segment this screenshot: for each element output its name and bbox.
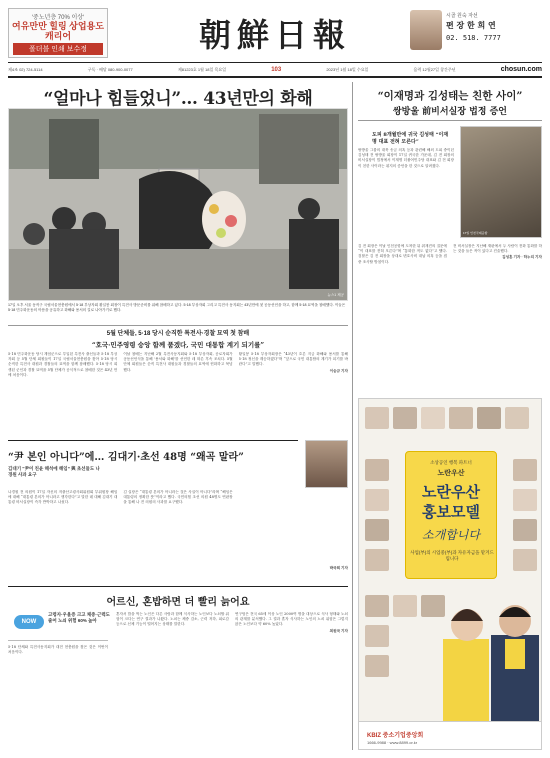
kim-portrait [305, 440, 348, 488]
kim-top-rule [8, 440, 298, 441]
model-photo-tile [365, 489, 389, 511]
right-photo[interactable] [460, 126, 542, 238]
right-photo-caption: 17일 인천국제공항 [463, 231, 488, 235]
elderly-top-rule [8, 586, 348, 587]
main-body-col3 [239, 352, 348, 434]
masthead-rule [8, 62, 542, 63]
photo-credit: 뉴스1 제공 [327, 293, 344, 297]
right-byline: 김성훈 기자 · 하누리 기자 [502, 255, 542, 260]
now-summary: 고령자·우울증 크고 체중·근력도 줄어 노쇠 위험 60% 높아 [48, 612, 111, 623]
main-subhead: 5월 단체들, 5·18 당시 순직한 특전사·경찰 묘역 첫 참배 [106, 331, 250, 337]
info-lunar: 음력 12월27일 창간주년 [413, 66, 456, 72]
newspaper-logo: 朝鮮日報 [198, 16, 351, 54]
info-bar [8, 65, 542, 74]
model-photo-tile [513, 489, 537, 511]
ad-web[interactable]: 1666-9988 · www.8899.or.kr [367, 740, 418, 745]
ad-models-image [443, 599, 539, 721]
kim-body-columns [8, 490, 348, 582]
profile-phone: 02. 518. 7777 [446, 34, 501, 42]
right-pull-quote: 도피 8개월만에 귀국 김성태 “이재명 대표 전혀 모른다” [372, 132, 449, 145]
info-date: 2023년 1월 18일 수요일 [326, 66, 369, 72]
site-link[interactable]: chosun.com [500, 66, 542, 73]
photo-caption: 17일 오후 서울 동작구 국립서울현충원에서 5·18 부상자회 황일봉 회장이 특전사 방문준비를 위해 참배하고 있다. 5·18 부상자회 그리고 특전사 동지회는 43년만에 첫 공동선언을 하고, 함께 5·18 묘역을 참배했다. 이들은 5·18 민주화운동의 아픔을 공유하고 화해와 용서의 길로 나아가기로 했다. [8, 303, 346, 312]
ad-brand: 노란우산 [437, 470, 465, 477]
elderly-body-col1: 혼자서 밥을 먹는 노인은 다른 사람과 함께 식사하는 노인보다 노쇠할 위험이 크다는 연구 결과가 나왔다. 노쇠는 체중 감소, 근력 저하, 피로감 등으로 신체 기능이 떨어지는 상태를 말한다. [116, 612, 229, 627]
model-photo-tile [393, 595, 417, 617]
info-subscribe: 구독 · 배달 080-900-0077 [87, 66, 133, 72]
masthead-ad-line3: 폴더블 인쇄 보수정 [13, 43, 103, 55]
profile-name: 편 장 한 희 연 [446, 20, 496, 30]
right-rule [358, 120, 542, 121]
main-body-p3: 황일봉 5·18 부상자회장은 “43년이 흐른 지금 화해와 용서를 통해 5·18 정신을 계승하겠다”며 “앞으로 국민 대통합의 계기가 되기를 바란다”고 말했다. [238, 352, 348, 367]
model-photo-tile [393, 407, 417, 429]
ad-org: KBIZ 중소기업중앙회 [367, 733, 424, 739]
kim-headline[interactable]: “尹 본인 아니다”에… 김대기·초선 48명 “왜곡 말라” [8, 452, 244, 463]
elderly-body-col2 [235, 612, 348, 750]
right-body-p3: 전 비서실장은 지난해 재판에서 두 사람이 전화 통화를 하는 것을 들은 적이 있다고 진술했다. [453, 244, 542, 254]
main-body-col1 [8, 352, 117, 434]
elderly-body-columns [116, 612, 348, 750]
model-photo-tile [365, 459, 389, 481]
ad-small-label: 소상공인 행복 파트너 [430, 460, 472, 465]
main-body-columns [8, 352, 348, 434]
kim-body-col1: 나경원 전 의원이 17일 자신의 저출산고령사회위원회 부위원장 해임에 대해 “대통령 본의가 아니라고 생각한다”고 말한 데 대해 김대기 대통령 비서실장이 즉각 반박하고 나섰다. [8, 490, 118, 505]
main-photo[interactable] [8, 108, 348, 301]
model-photo-tile [477, 407, 501, 429]
model-photo-tile [365, 519, 389, 541]
right-body-columns [358, 244, 542, 372]
masthead-ad-line1: ‘중노년층 70% 이상‘ [31, 15, 85, 21]
masthead-ad[interactable] [8, 8, 108, 58]
yellow-umbrella-ad[interactable] [358, 398, 542, 750]
main-headline[interactable]: “얼마나 힘들었니”… 43년만의 화해 [43, 89, 313, 109]
caption-rule [8, 325, 348, 326]
right-headline[interactable]: “이재명과 김성태는 친한 사이” [377, 90, 523, 102]
portrait-photo [410, 10, 442, 50]
model-photo-tile [365, 549, 389, 571]
main-byline: 이승규 기자 [329, 368, 348, 373]
ad-title-line2: 홍보모델 [422, 504, 480, 521]
masthead-profile-ad[interactable] [410, 10, 542, 52]
model-photo-tile [365, 595, 389, 617]
ad-script: 소개합니다 [422, 528, 480, 542]
ad-title-card [405, 451, 497, 579]
elderly-side-note: 5·18 단체와 특전사동지회가 대전 현충원을 찾은 것은 이번이 처음이다. [8, 640, 108, 750]
model-photo-tile [449, 407, 473, 429]
info-issue-badge: 103 [271, 66, 282, 73]
model-photo-tile [513, 549, 537, 571]
model-photo-tile [421, 595, 445, 617]
model-photo-tile [365, 407, 389, 429]
main-body-p2: 이날 참배는 지난해 2월 특전사동지회와 5·18 부상자회, 공로자회가 공동선언식을 통해 '용서와 화해'를 선언한 데 따른 후속 조치다. 5월 단체 회원들은 순직 특전사 대원들과 경찰들의 묘역에 헌화하고 묵념했다. [123, 352, 233, 372]
kim-byline: 박국희 기자 [329, 566, 348, 570]
info-phone: 제4조 02) 724-5114 [8, 66, 43, 72]
right-body-top: 쌍방울 그룹의 대북 송금 의혹 등과 관련해 해외 도피 중이던 김성태 전 쌍방울 회장이 17일 귀국한 가운데, 김 전 회장의 비서실장이 법정에서 이재명 더불어민주당 대표와 김 전 회장이 친한 사이라는 취지의 증언을 한 것으로 알려졌다. [358, 148, 454, 168]
column-divider [352, 82, 353, 750]
kim-subhead: 김대기 “尹이 친윤 해석에 해임” 與 초선들도 나경원 사과 요구 [8, 466, 100, 477]
model-photo-tile [393, 625, 417, 647]
right-subhead: 쌍방울 前비서실장 법정 증언 [392, 107, 508, 117]
elderly-headline[interactable]: 어르신, 혼밥하면 더 빨리 늙어요 [106, 597, 250, 608]
model-photo-tile [421, 407, 445, 429]
header-rule [8, 76, 542, 78]
profile-label: 시골 원숙 자선 [446, 13, 478, 19]
info-issue-no: 제81223호 1월 18일 목요일 [177, 66, 227, 72]
ad-bottom-bar [359, 721, 541, 750]
elderly-byline: 최원국 기자 [329, 628, 348, 633]
model-photo-tile [505, 407, 529, 429]
model-photo-tile [365, 655, 389, 677]
model-photo-tile [365, 625, 389, 647]
ad-footer: 사업(부)의 시업중(부)과 자유자금을 맡겨드립니다 [410, 550, 494, 561]
elderly-body-p2: 연구팀은 전국 65세 이상 노인 2000여 명을 대상으로 식사 형태와 노쇠의 관계를 분석했다. 그 결과 혼자 식사하는 노인의 노쇠 위험은 그렇지 않은 노인보다 약 60% 높았다. [235, 612, 348, 627]
main-body-p1: 5·18 민주화운동 당시 계엄군으로 투입된 특전사 출신들과 5·18 부상자회 등 5월 단체 회원들이 17일 국립서울현충원을 찾아 5·18 당시 순직한 특전사 대원과 경찰들의 묘역을 함께 참배했다. 5·18 당시 희생된 군인과 경찰 묘역을 5월 단체가 공식적으로 참배한 것은 43년 만에 처음이다. [8, 352, 118, 377]
model-photo-tile [513, 519, 537, 541]
now-badge: NOW [14, 615, 44, 629]
right-body-col2 [453, 244, 542, 372]
right-body-col1: 김 전 회장은 이날 인천공항에 도착한 뒤 취재진의 질문에 “이 대표를 전혀 모른다”며 “통화한 적도 없다”고 했다. 검찰은 김 전 회장을 상대로 변호사비 대납 의혹 등을 집중 조사할 방침이다. [358, 244, 447, 264]
kim-body-col3 [239, 490, 348, 582]
kim-body-col2: 김 실장은 “대통령 본의가 아니라는 것은 사실이 아니다”라며 “해임은 대통령의 정확한 뜻”이라고 했다. 국민의힘 초선 의원 48명도 연판장을 통해 나 전 의원의 사과를 요구했다. [123, 490, 233, 505]
ad-title-line1: 노란우산 [422, 484, 480, 501]
memorial-scene-image [9, 109, 348, 301]
main-body-col2 [123, 352, 232, 434]
main-subhead-quote: “호국·민주영령 숭앙 함께 품겠다, 국민 대통합 계기 되기를” [91, 341, 265, 349]
masthead-ad-line2: 여유만만 힐링 상업용도 캐리어 [12, 21, 104, 41]
model-photo-tile [513, 459, 537, 481]
